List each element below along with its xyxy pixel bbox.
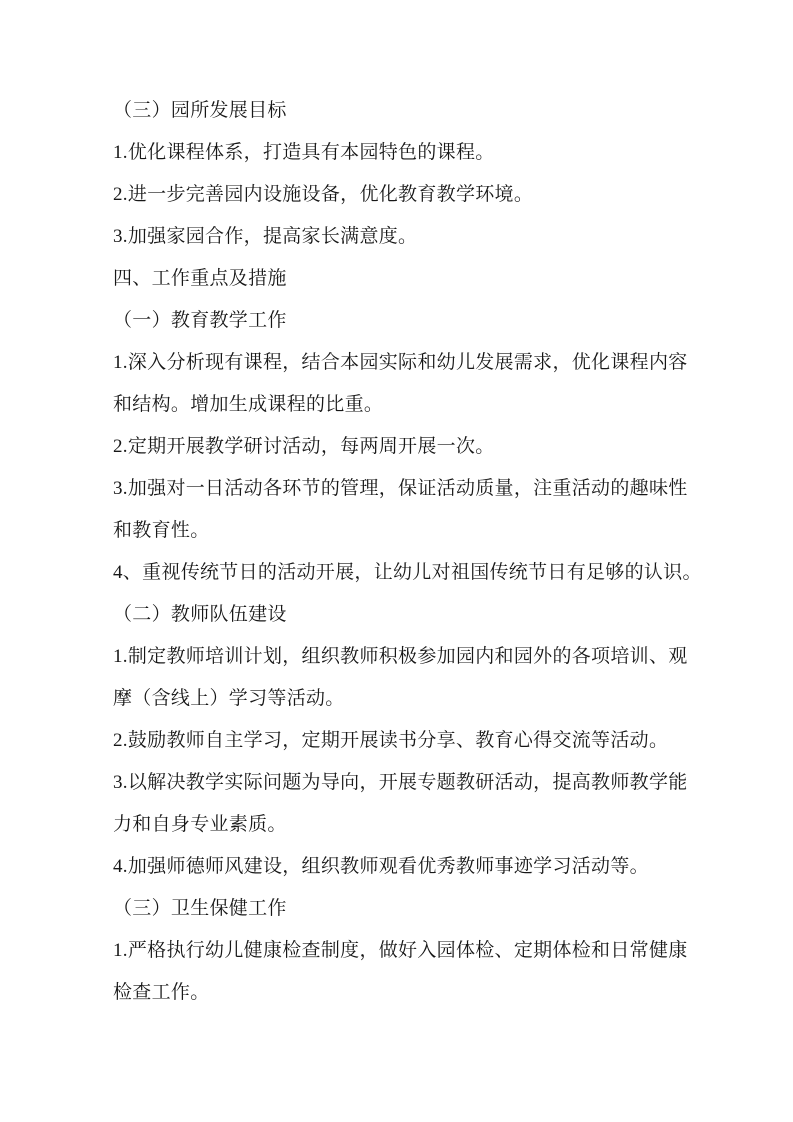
paragraph-line: 1.深入分析现有课程，结合本园实际和幼儿发展需求，优化课程内容 (113, 352, 688, 373)
section-heading-line: 四、工作重点及措施 (113, 268, 287, 289)
paragraph-line: 4、重视传统节日的活动开展，让幼儿对祖国传统节日有足够的认识。 (113, 562, 702, 583)
paragraph-line: 3.以解决教学实际问题为导向，开展专题教研活动，提高教师教学能 (113, 772, 688, 793)
section-heading-line: （二）教师队伍建设 (113, 604, 287, 625)
paragraph-line: 3.加强对一日活动各环节的管理，保证活动质量，注重活动的趣味性 (113, 478, 688, 499)
paragraph-line: 2.鼓励教师自主学习，定期开展读书分享、教育心得交流等活动。 (113, 730, 669, 751)
section-heading-line: （三）卫生保健工作 (113, 898, 287, 919)
paragraph-line: 1.制定教师培训计划，组织教师积极参加园内和园外的各项培训、观 (113, 646, 688, 667)
paragraph-line: 4.加强师德师风建设，组织教师观看优秀教师事迹学习活动等。 (113, 856, 649, 877)
section-heading-line: （三）园所发展目标 (113, 100, 287, 121)
paragraph-line: 1.优化课程体系，打造具有本园特色的课程。 (113, 142, 495, 163)
section-heading-line: （一）教育教学工作 (113, 310, 287, 331)
document-text-block (113, 90, 702, 1014)
paragraph-line: 摩（含线上）学习等活动。 (113, 688, 345, 709)
paragraph-line: 2.进一步完善园内设施设备，优化教育教学环境。 (113, 184, 534, 205)
paragraph-line: 3.加强家园合作，提高家长满意度。 (113, 226, 418, 247)
paragraph-line: 检查工作。 (113, 982, 210, 1003)
paragraph-line: 2.定期开展教学研讨活动，每两周开展一次。 (113, 436, 495, 457)
paragraph-line: 1.严格执行幼儿健康检查制度，做好入园体检、定期体检和日常健康 (113, 940, 688, 961)
paragraph-line: 和教育性。 (113, 520, 210, 541)
paragraph-line: 和结构。增加生成课程的比重。 (113, 394, 384, 415)
paragraph-line: 力和自身专业素质。 (113, 814, 287, 835)
